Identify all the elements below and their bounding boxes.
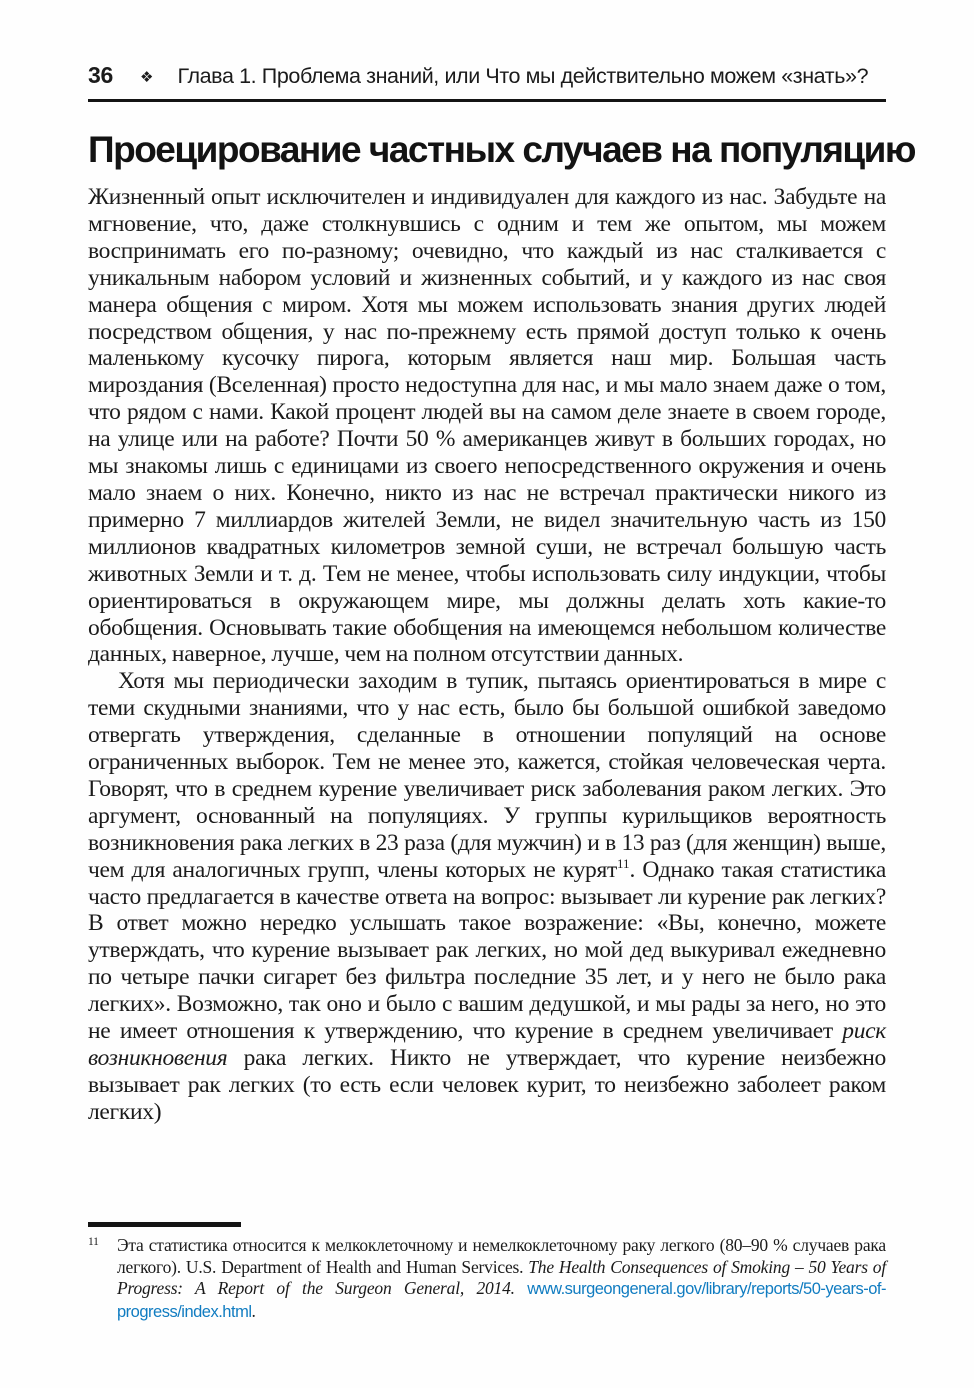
paragraph2-text-before-ref: Хотя мы периодически заходим в тупик, пытаясь ориентироваться в мире с теми скудными знаниями, что у нас есть, было бы большой ошибкой заведомо отвергать утверждения, сделанные в отношении популяций на основе ограниченных выборок. Тем не менее это, кажется, стойкая человеческая черта. Говорят, что в среднем курение увеличивает риск заболевания раком легких. Это аргумент, основанный на популяциях. У группы курильщиков вероятность возникновения рака легких в 23 раза (для мужчин) и в 13 раз (для женщин) выше, чем для аналогичных групп, члены которых не курят bbox=[88, 668, 886, 883]
footnote-marker: 11 bbox=[88, 1236, 99, 1248]
paragraph2-text-after-ref: . Однако такая статистика часто предлагается в качестве ответа на вопрос: вызывает ли курение рак легких? В ответ можно нередко услышать такое возражение: «Вы, конечно, можете утверждать, что курение вызывает рак легких, но мой дед выкуривал ежедневно по четыре пачки сигарет без фильтра последние 35 лет, и у него не было рака легких». Возможно, так оно и было с вашим дедушкой, и мы рады за него, но это не имеет отношения к утверждению, что курение в среднем увеличивает bbox=[88, 856, 887, 1045]
footnote-reference: 11 bbox=[616, 855, 630, 871]
body-paragraph-1: Жизненный опыт исключителен и индивидуален для каждого из нас. Забудьте на мгновение, что, даже столкнувшись с одним и тем же опытом, мы можем воспринимать его по-разному; очевидно, что каждый из нас сталкивается с уникальным набором условий и жизненных событий, и у каждого из нас своя манера общения с миром. Хотя мы можем использовать знания других людей посредством общения, у нас по-прежнему есть прямой доступ только к очень маленькому кусочку пирога, которым является наш мир. Большая часть мироздания (Вселенная) просто недоступна для нас, и мы мало знаем даже о том, что рядом с нами. Какой процент людей вы на самом деле знаете в своем городе, на улице или на работе? Почти 50 % американцев живут в больших городах, но мы знакомы лишь с единицами из своего непосредственного окружения и очень мало знаем о них. Конечно, никто из нас не встречал практически никого из примерно 7 миллиардов жителей Земли, не видел значительную часть из 150 миллионов квадратных километров земной суши, не встречал большую часть животных Земли и т. д. Тем не менее, чтобы использовать силу индукции, чтобы ориентироваться в окружающем мире, мы должны делать хоть какие-то обобщения. Основывать такие обобщения на имеющемся небольшом количестве данных, наверное, лучше, чем на полном отсутствии данных. bbox=[88, 184, 886, 668]
chapter-title: Глава 1. Проблема знаний, или Что мы действительно можем «знать»? bbox=[177, 64, 869, 88]
footnote-text-russian: Эта статистика относится к мелкоклеточному и немелкоклеточному раку легкого (80–90 % случаев рака легкого). U.S. Department of Health and Human Services. bbox=[117, 1235, 886, 1277]
footnote-rule bbox=[88, 1222, 241, 1227]
footnote-closing-period: . bbox=[251, 1300, 256, 1321]
body-text bbox=[88, 184, 886, 1126]
page-number: 36 bbox=[88, 62, 113, 88]
emphasized-phrase: риск возникновения bbox=[88, 1018, 886, 1071]
footnote bbox=[88, 1235, 886, 1323]
footnote-work-title: The Health Consequences of Smoking – 50 Years of Progress: A Report of the Surgeon General, 2014. bbox=[117, 1256, 886, 1299]
body-paragraph-2 bbox=[88, 668, 886, 1125]
footnote-area bbox=[88, 1222, 886, 1323]
section-title: Проецирование частных случаев на популяцию bbox=[88, 129, 916, 170]
footnote-link[interactable]: www.surgeongeneral.gov/library/reports/50-years-of-progress/index.html bbox=[117, 1280, 886, 1321]
running-header bbox=[88, 62, 886, 102]
diamond-icon: ❖ bbox=[139, 69, 154, 86]
paragraph2-text-end: рака легких. Никто не утверждает, что курение неизбежно вызывает рак легких (то есть если человек курит, то неизбежно заболеет раком легких) bbox=[88, 1045, 886, 1125]
